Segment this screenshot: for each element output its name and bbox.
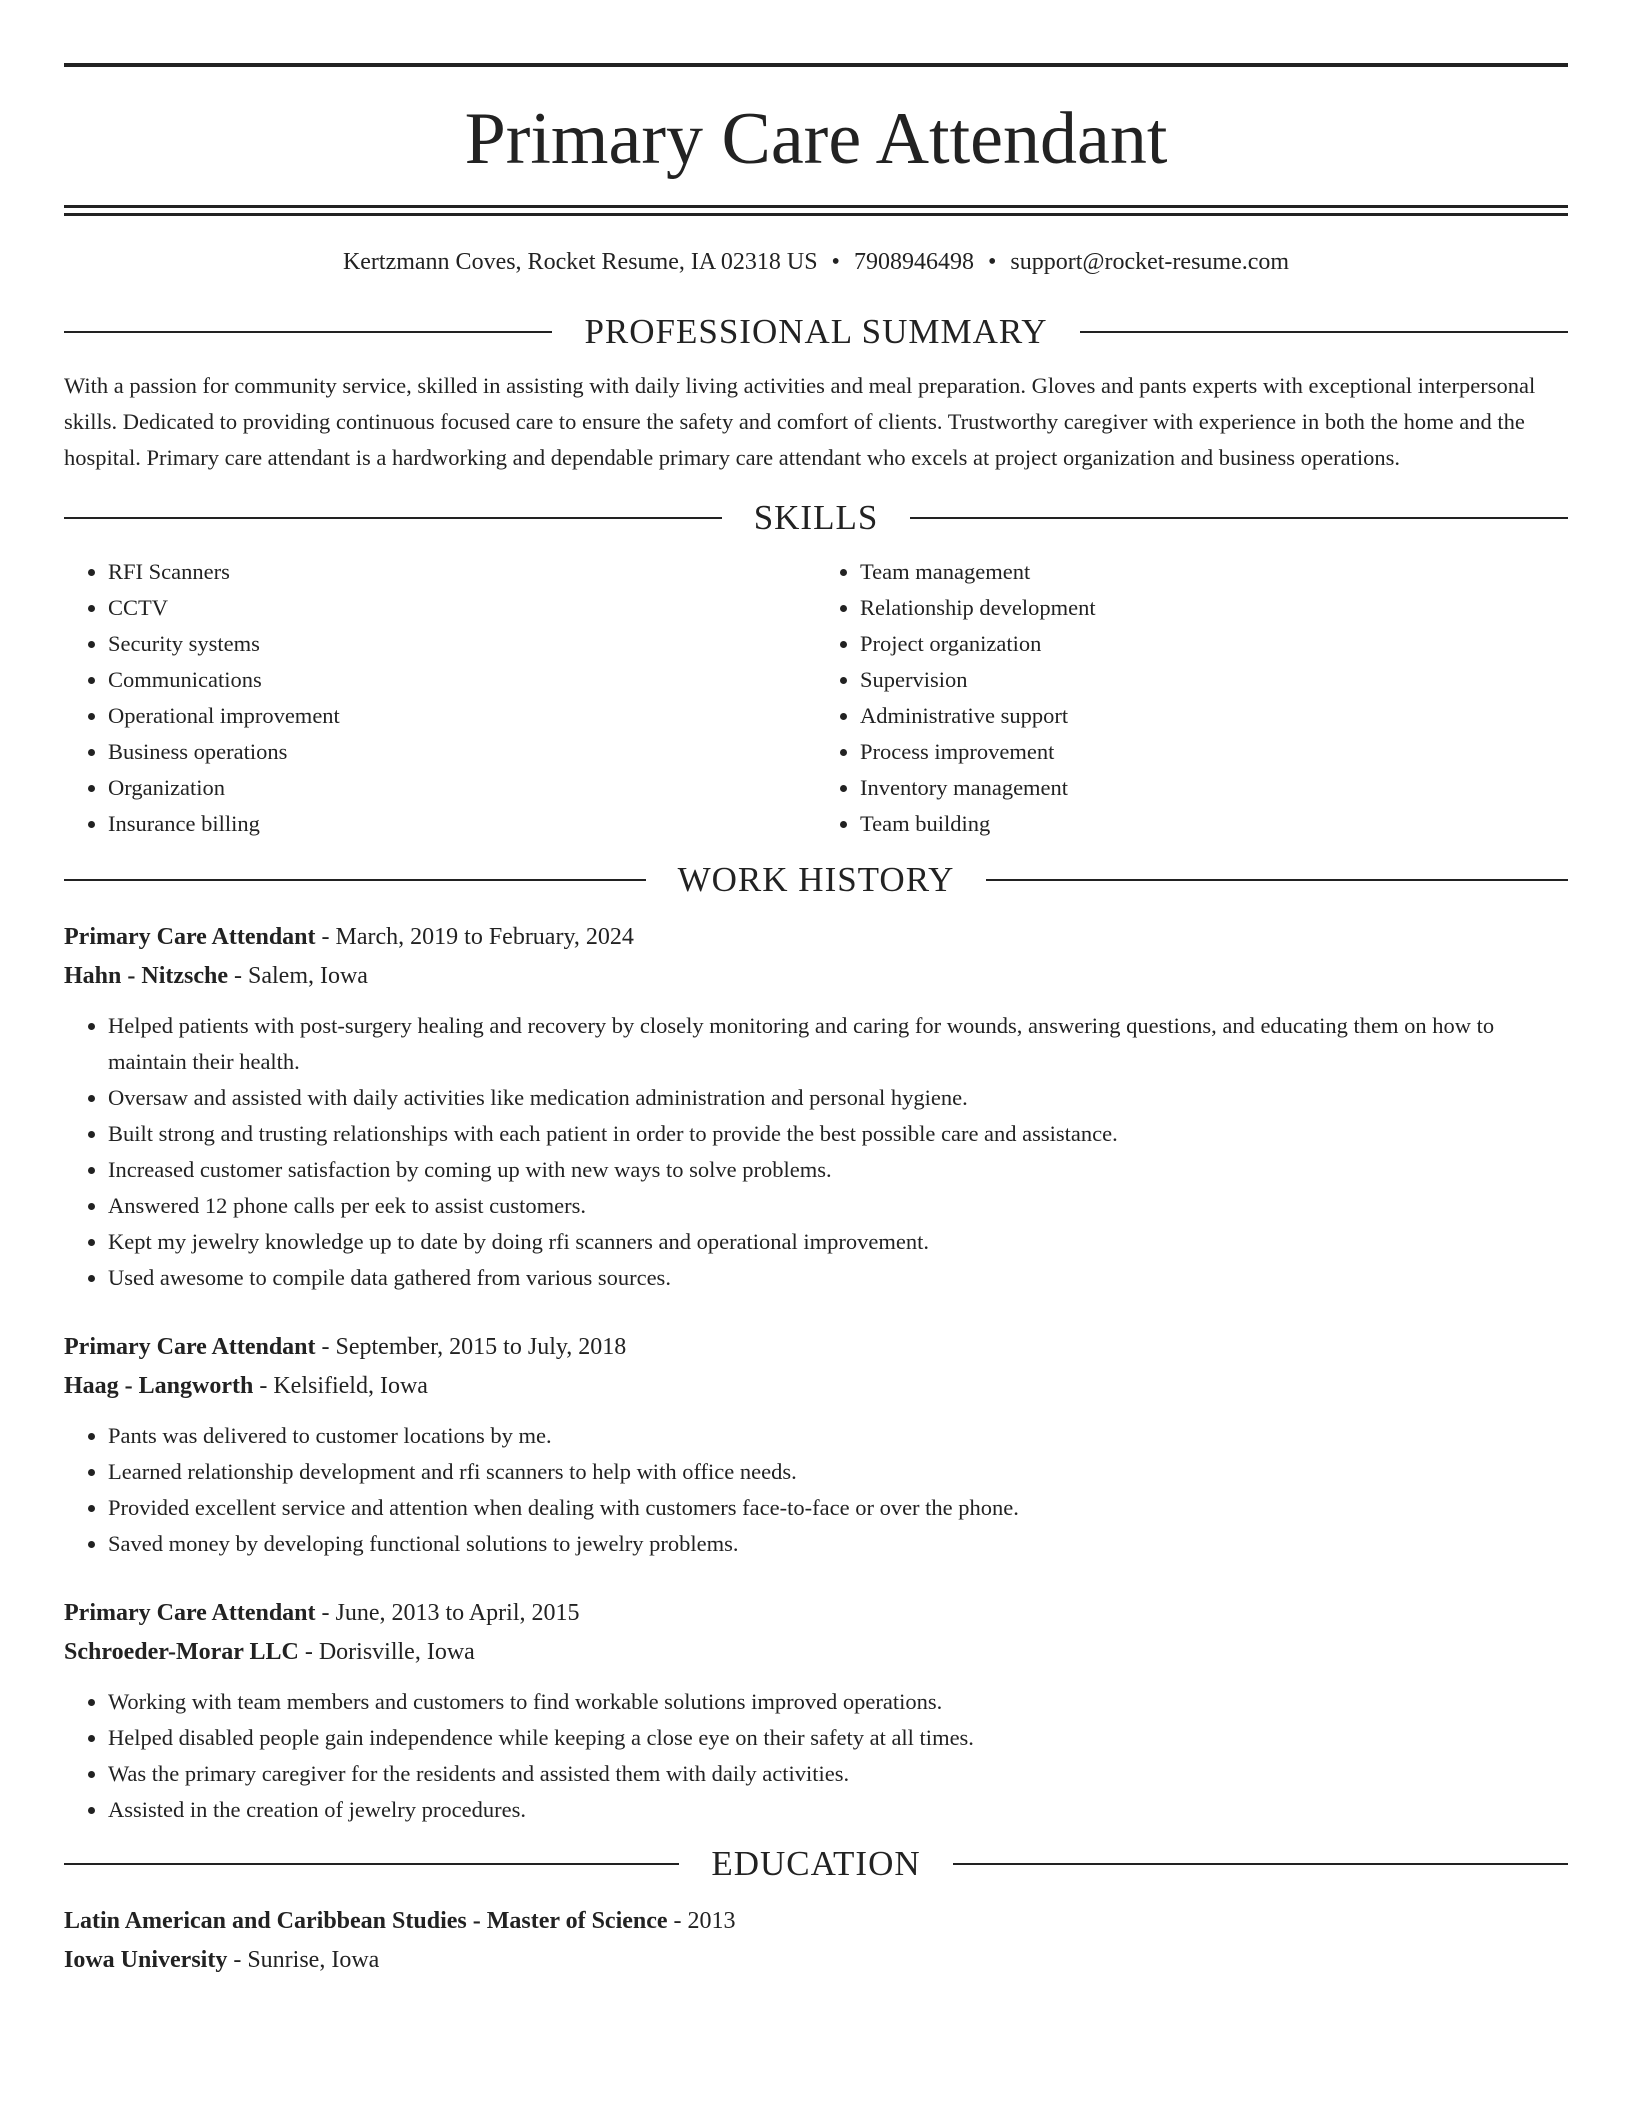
job-bullet: • Was the primary caregiver for the residents and assisted them with daily activities. — [108, 1756, 1568, 1792]
job-bullets — [64, 1008, 1568, 1296]
skill-item: • Team building — [860, 806, 1568, 842]
job-entry — [64, 918, 1568, 1296]
skill-item: • Organization — [108, 770, 816, 806]
section-rule — [64, 331, 552, 333]
job-bullet: • Oversaw and assisted with daily activities like medication administration and personal hygiene. — [108, 1080, 1568, 1116]
job-dates: - March, 2019 to February, 2024 — [315, 924, 634, 950]
section-header-skills — [64, 496, 1568, 540]
education-entry — [64, 1902, 1568, 1980]
skill-item: • Inventory management — [860, 770, 1568, 806]
job-entry — [64, 1328, 1568, 1562]
skill-item: • Supervision — [860, 662, 1568, 698]
job-bullet: • Kept my jewelry knowledge up to date by doing rfi scanners and operational improvement. — [108, 1224, 1568, 1260]
job-bullet: • Built strong and trusting relationships with each patient in order to provide the best possible care and assistance. — [108, 1116, 1568, 1152]
skill-item: • Process improvement — [860, 734, 1568, 770]
job-dates: - September, 2015 to July, 2018 — [315, 1334, 627, 1360]
job-bullets — [64, 1684, 1568, 1828]
job-bullet: • Answered 12 phone calls per eek to assist customers. — [108, 1188, 1568, 1224]
job-bullet: • Provided excellent service and attention when dealing with customers face-to-face or over the phone. — [108, 1490, 1568, 1526]
contact-line — [64, 246, 1568, 278]
job-location: - Salem, Iowa — [228, 963, 368, 989]
section-header-summary — [64, 310, 1568, 354]
job-title: Primary Care Attendant — [64, 924, 316, 950]
skill-item: • Security systems — [108, 626, 816, 662]
section-rule — [953, 1863, 1568, 1865]
job-company-line — [64, 957, 1568, 996]
section-header-education — [64, 1842, 1568, 1886]
section-rule — [64, 879, 646, 881]
job-location: - Dorisville, Iowa — [298, 1639, 475, 1665]
section-rule — [64, 517, 722, 519]
job-bullets — [64, 1418, 1568, 1562]
section-title: EDUCATION — [711, 1844, 921, 1883]
skill-item: • Team management — [860, 554, 1568, 590]
job-bullet: • Helped patients with post-surgery healing and recovery by closely monitoring and caring for wounds, answering questions, and educating them on how to maintain their health. — [108, 1008, 1568, 1080]
contact-address: Kertzmann Coves, Rocket Resume, IA 02318 US — [342, 249, 818, 275]
skill-item: • Relationship development — [860, 590, 1568, 626]
job-bullet: • Used awesome to compile data gathered from various sources. — [108, 1260, 1568, 1296]
education-degree-line — [64, 1902, 1568, 1941]
section-header-work — [64, 858, 1568, 902]
job-entry — [64, 1594, 1568, 1828]
skills-column-right — [816, 554, 1568, 842]
resume-page — [64, 0, 1568, 1980]
section-rule — [986, 879, 1568, 881]
section-rule — [64, 1863, 679, 1865]
resume-name: Primary Care Attendant — [464, 98, 1168, 180]
skill-item: • Insurance billing — [108, 806, 816, 842]
job-bullet: • Assisted in the creation of jewelry procedures. — [108, 1792, 1568, 1828]
job-company-line — [64, 1367, 1568, 1406]
skill-item: • Communications — [108, 662, 816, 698]
top-rule — [64, 63, 1568, 67]
section-rule — [910, 517, 1568, 519]
skill-item: • Operational improvement — [108, 698, 816, 734]
job-bullet: • Learned relationship development and rfi scanners to help with office needs. — [108, 1454, 1568, 1490]
job-bullet: • Working with team members and customers to find workable solutions improved operations. — [108, 1684, 1568, 1720]
contact-email[interactable]: support@rocket-resume.com — [1010, 249, 1290, 275]
job-dates: - June, 2013 to April, 2015 — [315, 1600, 580, 1626]
section-title: WORK HISTORY — [677, 860, 955, 899]
double-rule — [64, 205, 1568, 208]
education-school-line — [64, 1941, 1568, 1980]
job-bullet: • Pants was delivered to customer locations by me. — [108, 1418, 1568, 1454]
contact-separator: • — [987, 249, 997, 275]
skills-column-left — [64, 554, 816, 842]
job-company: Hahn - Nitzsche — [64, 963, 228, 989]
skill-item: • RFI Scanners — [108, 554, 816, 590]
job-company: Haag - Langworth — [64, 1373, 254, 1399]
job-bullet: • Increased customer satisfaction by coming up with new ways to solve problems. — [108, 1152, 1568, 1188]
skills-list — [64, 554, 1568, 842]
skill-item: • CCTV — [108, 590, 816, 626]
job-title: Primary Care Attendant — [64, 1334, 316, 1360]
job-bullet: • Helped disabled people gain independence while keeping a close eye on their safety at all times. — [108, 1720, 1568, 1756]
job-company-line — [64, 1633, 1568, 1672]
job-title: Primary Care Attendant — [64, 1600, 316, 1626]
education-degree: Latin American and Caribbean Studies - Master of Science — [64, 1908, 668, 1934]
skill-item: • Project organization — [860, 626, 1568, 662]
skill-item: • Administrative support — [860, 698, 1568, 734]
education-year: - 2013 — [667, 1908, 736, 1934]
job-company: Schroeder-Morar LLC — [64, 1639, 299, 1665]
skill-item: • Business operations — [108, 734, 816, 770]
section-rule — [1080, 331, 1568, 333]
summary-text: With a passion for community service, skilled in assisting with daily living activities and meal preparation. Gloves and pants experts with exceptional interpersonal skills. Dedicated to providing continuous focused care to ensure the safety and comfort of clients. Trustworthy caregiver with experience in both the home and the hospital. Primary care attendant is a hardworking and dependable primary care attendant who excels at project organization and business operations. — [64, 373, 1536, 470]
section-title: PROFESSIONAL SUMMARY — [584, 312, 1048, 351]
job-title-line — [64, 1328, 1568, 1367]
education-location: - Sunrise, Iowa — [227, 1947, 380, 1973]
job-title-line — [64, 918, 1568, 957]
education-school: Iowa University — [64, 1947, 228, 1973]
job-bullet: • Saved money by developing functional solutions to jewelry problems. — [108, 1526, 1568, 1562]
job-location: - Kelsifield, Iowa — [253, 1373, 428, 1399]
contact-phone[interactable]: 7908946498 — [853, 249, 974, 275]
section-title: SKILLS — [753, 498, 879, 537]
job-title-line — [64, 1594, 1568, 1633]
contact-separator: • — [831, 249, 840, 275]
